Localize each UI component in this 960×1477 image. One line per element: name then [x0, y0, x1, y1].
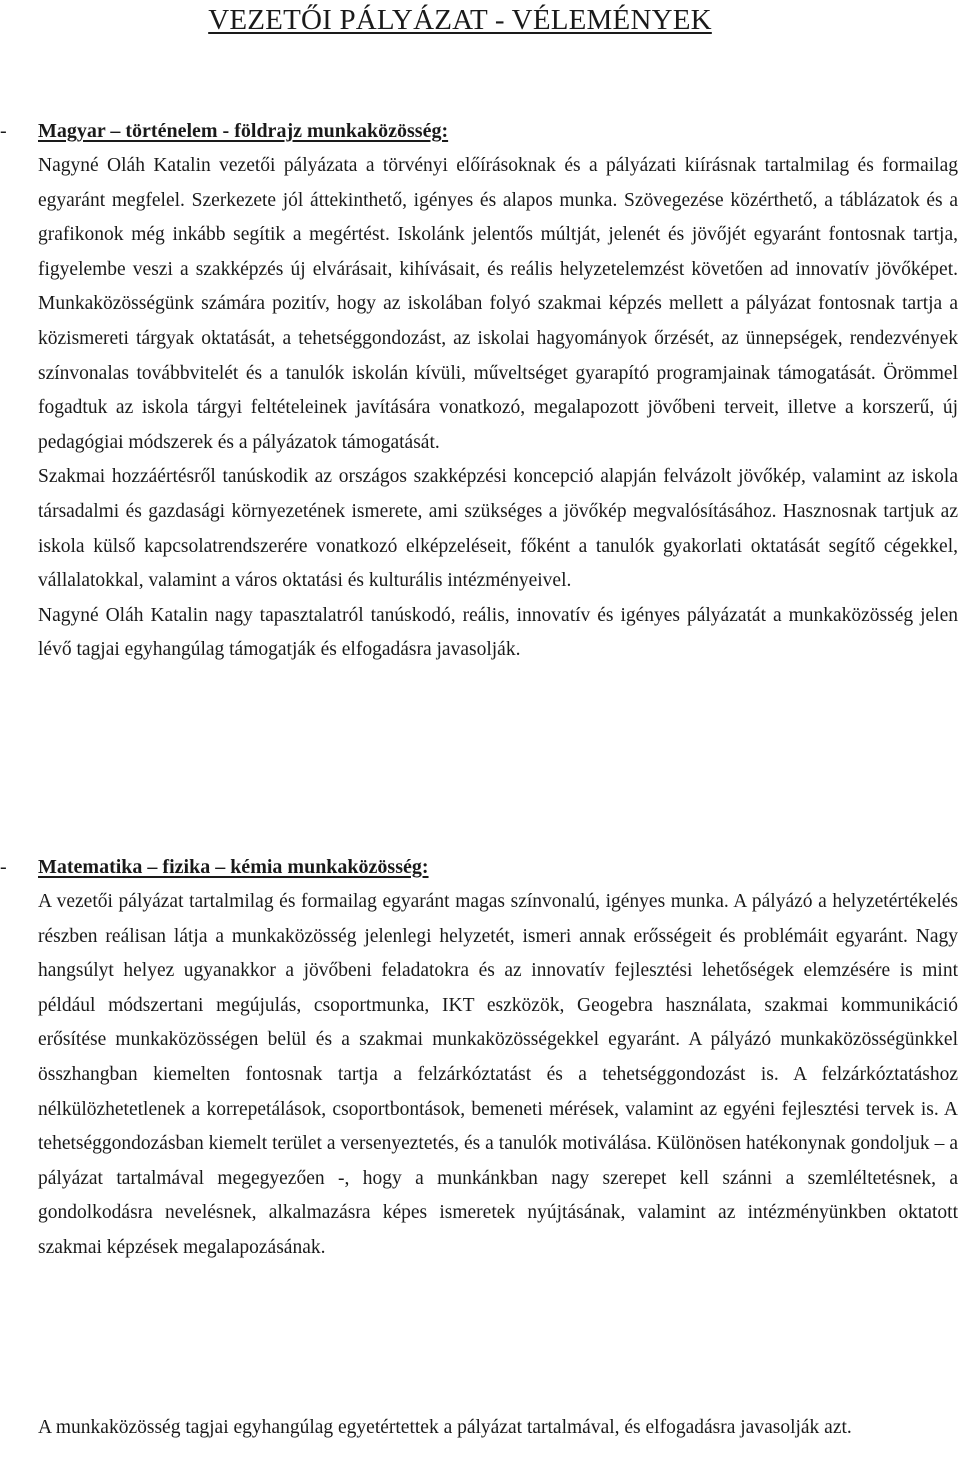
- section-matematika-fizika-kemia: [0, 849, 960, 1266]
- paragraph: A vezetői pályázat tartalmilag és formailag egyaránt magas színvonalú, igényes munka. A pályázó a helyzetértékelés részben reálisan látja a munkaközösség jelenlegi helyzetét, ismeri annak erősségeit és problémáit egyaránt. Nagy hangsúlyt helyez ugyanakkor a jövőbeni feladatokra és az innovatív fejlesztési lehetőségek elemzésére is mint például módszertani megújulás, csoportmunka, IKT eszközök, Geogebra használata, szakmai kommunikáció erősítése munkaközösségen belül és a szakmai munkaközösségekkel egyaránt. A pályázó munkaközösségünkkel összhangban kiemelten fontosnak tartja a felzárkóztatást és a tehetséggondozást is. A felzárkóztatáshoz nélkülözhetetlenek a korrepetálások, csoportbontások, bemeneti mérések, valamint az egyéni fejlesztési tervek is. A tehetséggondozásban kiemelt terület a versenyeztetés, és a tanulók motiválása. Különösen hatékonynak gondoljuk – a pályázat tartalmával megegyezően -, hogy a munkánkban nagy szerepet kell szánni a szemléltetésnek, a gondolkodásra nevelésnek, alkalmazásra képes ismeretek nyújtásának, valamint az intézményünkben oktatott szakmai képzések megalapozásának.: [38, 891, 958, 1258]
- section-heading-row: [0, 113, 960, 149]
- list-bullet: -: [0, 856, 7, 878]
- paragraph: Szakmai hozzáértésről tanúskodik az országos szakképzési koncepció alapján felvázolt jövőkép, valamint az iskola társadalmi és gazdasági környezetének ismerete, ami szükséges a jövőkép megvalósításához. Hasznosnak tartjuk az iskola külső kapcsolatrendszerére vonatkozó elképzeléseit, főként a tanulók gyakorlati oktatását segítő cégekkel, vállalatokkal, valamint a város oktatási és kulturális intézményeivel.: [38, 466, 958, 592]
- closing-statement: [38, 1411, 958, 1446]
- section-body: [38, 885, 958, 1266]
- paragraph: Nagyné Oláh Katalin nagy tapasztalatról tanúskodó, reális, innovatív és igényes pályázatát a munkaközösség jelen lévő tagjai egyhangúlag támogatják és elfogadásra javasolják.: [38, 604, 958, 661]
- closing-paragraph: A munkaközösség tagjai egyhangúlag egyetértettek a pályázat tartalmával, és elfogadásra javasolják azt.: [38, 1417, 852, 1438]
- section-magyar-tortenelem-foldrajz: [0, 113, 960, 668]
- section-body: [38, 149, 958, 668]
- section-heading-row: [0, 849, 960, 885]
- paragraph: Nagyné Oláh Katalin vezetői pályázata a törvényi előírásoknak és a pályázati kiírásnak tartalmilag és formailag egyaránt megfelel. Szerkezete jól áttekinthető, igényes és alapos munka. Szövegezése közérthető, a táblázatok és a grafikonok még inkább segítik a megértést. Iskolánk jelentős múltját, jelenét és jövőjét egyaránt fontosnak tartja, figyelembe veszi a szakképzés új elvárásait, kihívásait, és reális helyzetelemzést követően ad innovatív jövőképet. Munkaközösségünk számára pozitív, hogy az iskolában folyó szakmai képzés mellett a pályázat fontosnak tartja a közismereti tárgyak oktatását, a tehetséggondozást, az iskolai hagyományok őrzését, az ünnepségek, rendezvények színvonalas továbbvitelét és a tanulók iskolán kívüli, műveltséget gyarapító programjainak támogatását. Örömmel fogadtuk az iskola tárgyi feltételeinek javítására vonatkozó, megalapozott jövőbeni terveit, illetve a korszerű, új pedagógiai módszerek és a pályázatok támogatását.: [38, 155, 958, 453]
- document-title: VEZETŐI PÁLYÁZAT - VÉLEMÉNYEK: [208, 4, 712, 36]
- list-bullet: -: [0, 120, 7, 142]
- section-heading: Matematika – fizika – kémia munkaközösség:: [38, 856, 429, 878]
- section-heading: Magyar – történelem - földrajz munkaközösség:: [38, 120, 449, 142]
